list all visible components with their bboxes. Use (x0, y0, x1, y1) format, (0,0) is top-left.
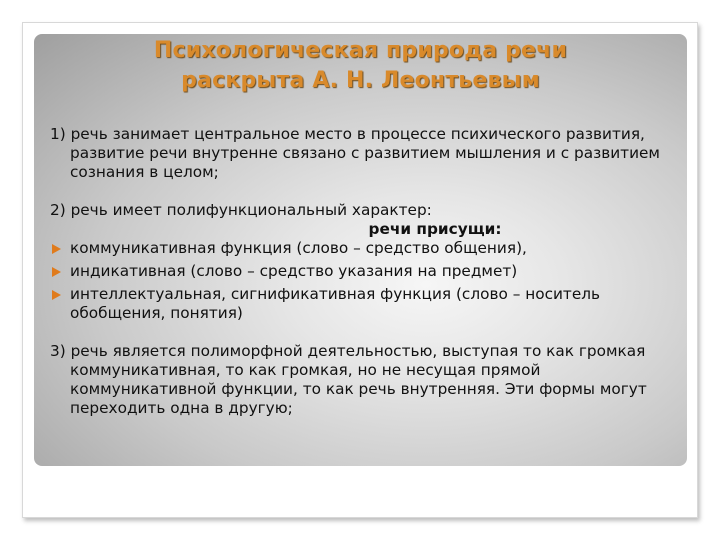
point-3: 3) речь является полиморфной деятельностью, выступая то как громкая коммуникативная, то как громкая, но не несущая прямой коммуникативной функции, то как речь внутренняя. Эти формы могут переходить одна в другую; (50, 342, 647, 417)
arrow-bullet-icon (52, 244, 61, 254)
arrow-bullet-icon (52, 290, 61, 300)
point-2: 2) речь имеет полифункциональный характер: (50, 201, 432, 219)
slide-body (50, 125, 690, 418)
point-1: 1) речь занимает центральное место в процессе психического развития, развитие речи внутренне связано с развитием мышления и с развитием сознания в целом; (50, 125, 660, 181)
bullet-item (50, 262, 690, 281)
bullet-text: индикативная (слово – средство указания на предмет) (70, 262, 518, 280)
bullet-text: коммуникативная функция (слово – средство общения), (70, 239, 527, 257)
bullet-item (50, 285, 690, 323)
subheading: речи присущи: (368, 220, 502, 238)
title-line-1: Психологическая природа речи (153, 38, 568, 63)
arrow-bullet-icon (52, 267, 61, 277)
spacer (50, 182, 690, 201)
slide-title (34, 36, 687, 96)
bullet-text: интеллектуальная, сигнификативная функция (слово – носитель обобщения, понятия) (70, 285, 601, 322)
title-line-2: раскрыта А. Н. Леонтьевым (181, 68, 540, 93)
spacer (50, 323, 690, 342)
bullet-item (50, 239, 690, 258)
